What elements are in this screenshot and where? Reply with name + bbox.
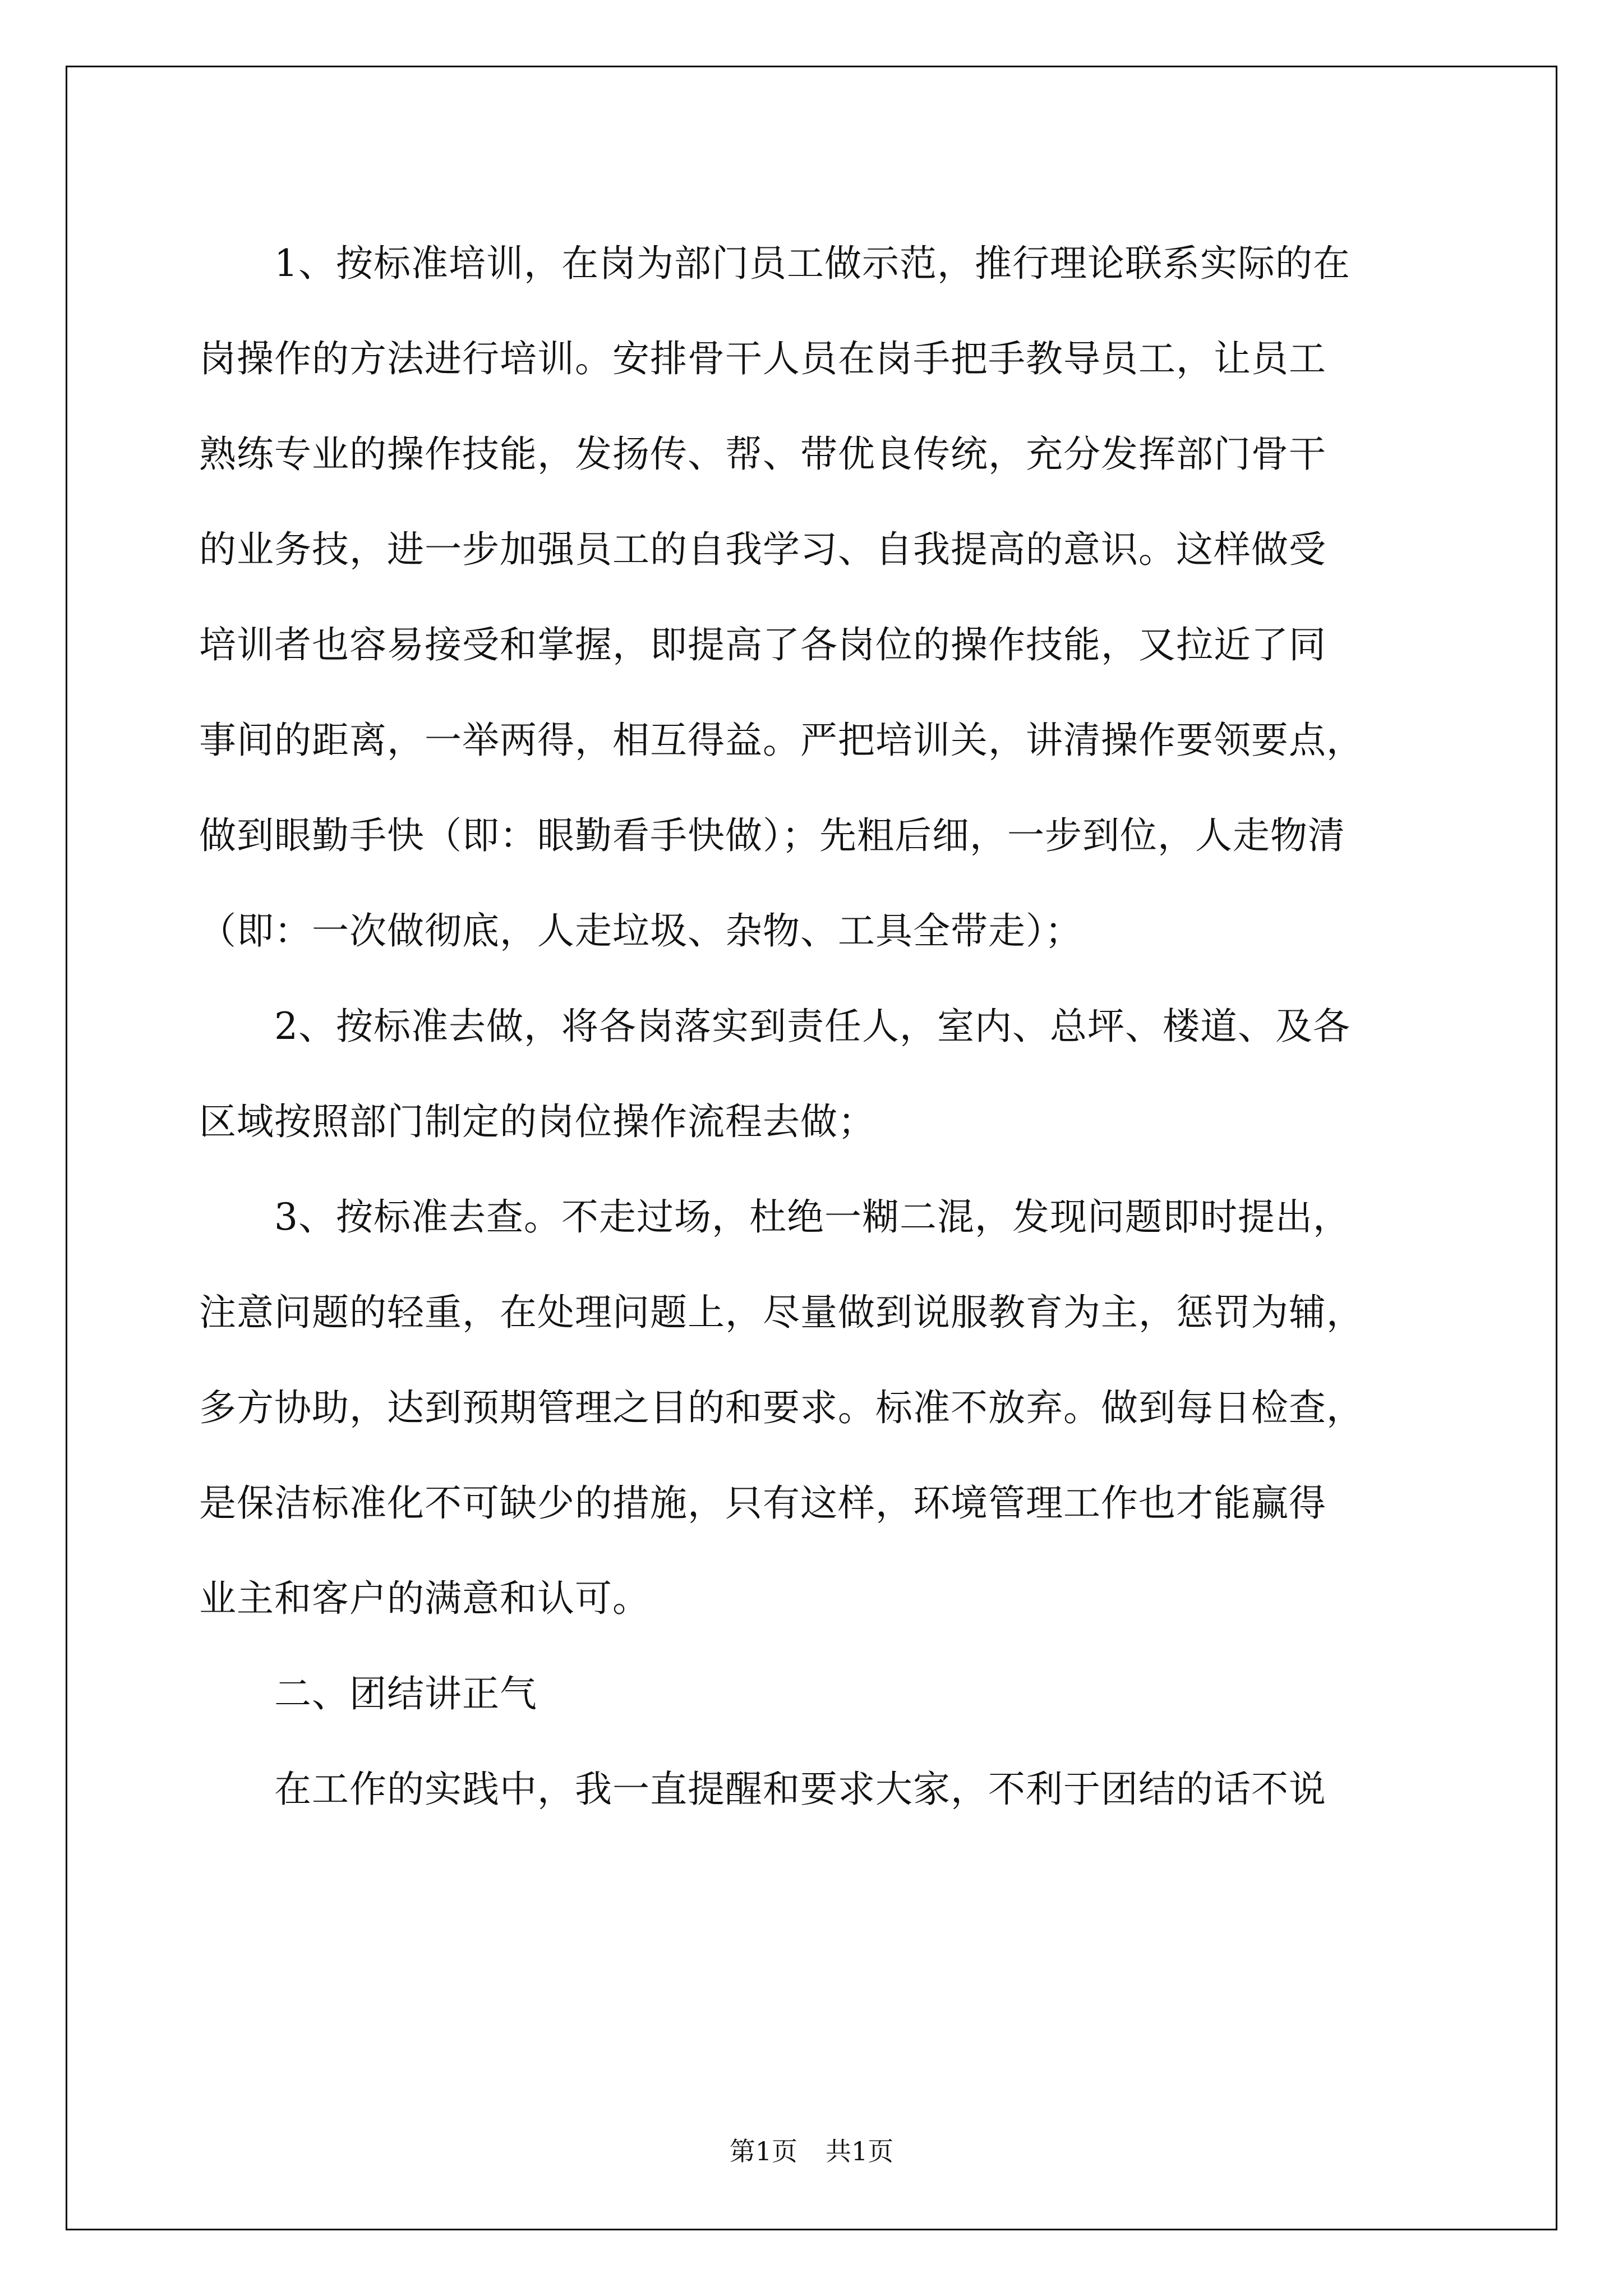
text-line: 在工作的实践中，我一直提醒和要求大家，不利于团结的话不说 bbox=[199, 1768, 1326, 1811]
text-line: 是保洁标准化不可缺少的措施，只有这样，环境管理工作也才能赢得 bbox=[199, 1481, 1326, 1525]
text-line: 的业务技，进一步加强员工的自我学习、自我提高的意识。这样做受 bbox=[199, 528, 1326, 571]
page-footer bbox=[0, 2134, 1623, 2168]
text-line: 事间的距离，一举两得，相互得益。严把培训关，讲清操作要领要点， bbox=[199, 719, 1364, 762]
document-body bbox=[199, 216, 1433, 1837]
page-total: 共1页 bbox=[826, 2136, 894, 2166]
text-line: （即：一次做彻底，人走垃圾、杂物、工具全带走）； bbox=[199, 909, 1082, 953]
page-number: 第1页 bbox=[729, 2136, 797, 2166]
text-line: 1、按标准培训，在岗为部门员工做示范，推行理论联系实际的在 bbox=[199, 242, 1350, 285]
text-line: 业主和客户的满意和认可。 bbox=[199, 1577, 650, 1620]
text-line: 熟练专业的操作技能，发扬传、帮、带优良传统，充分发挥部门骨干 bbox=[199, 432, 1326, 476]
section-heading: 二、团结讲正气 bbox=[199, 1672, 537, 1715]
text-line: 做到眼勤手快（即：眼勤看手快做）；先粗后细，一步到位，人走物清 bbox=[199, 814, 1345, 857]
text-line: 培训者也容易接受和掌握，即提高了各岗位的操作技能，又拉近了同 bbox=[199, 623, 1326, 666]
text-line: 多方协助，达到预期管理之目的和要求。标准不放弃。做到每日检查， bbox=[199, 1386, 1364, 1429]
text-line: 岗操作的方法进行培训。安排骨干人员在岗手把手教导员工，让员工 bbox=[199, 337, 1326, 380]
text-line: 注意问题的轻重，在处理问题上，尽量做到说服教育为主，惩罚为辅， bbox=[199, 1291, 1364, 1334]
text-line: 区域按照部门制定的岗位操作流程去做； bbox=[199, 1100, 875, 1143]
text-line: 2、按标准去做，将各岗落实到责任人，室内、总坪、楼道、及各 bbox=[199, 1005, 1350, 1048]
text-line: 3、按标准去查。不走过场，杜绝一糊二混，发现问题即时提出， bbox=[199, 1195, 1350, 1239]
